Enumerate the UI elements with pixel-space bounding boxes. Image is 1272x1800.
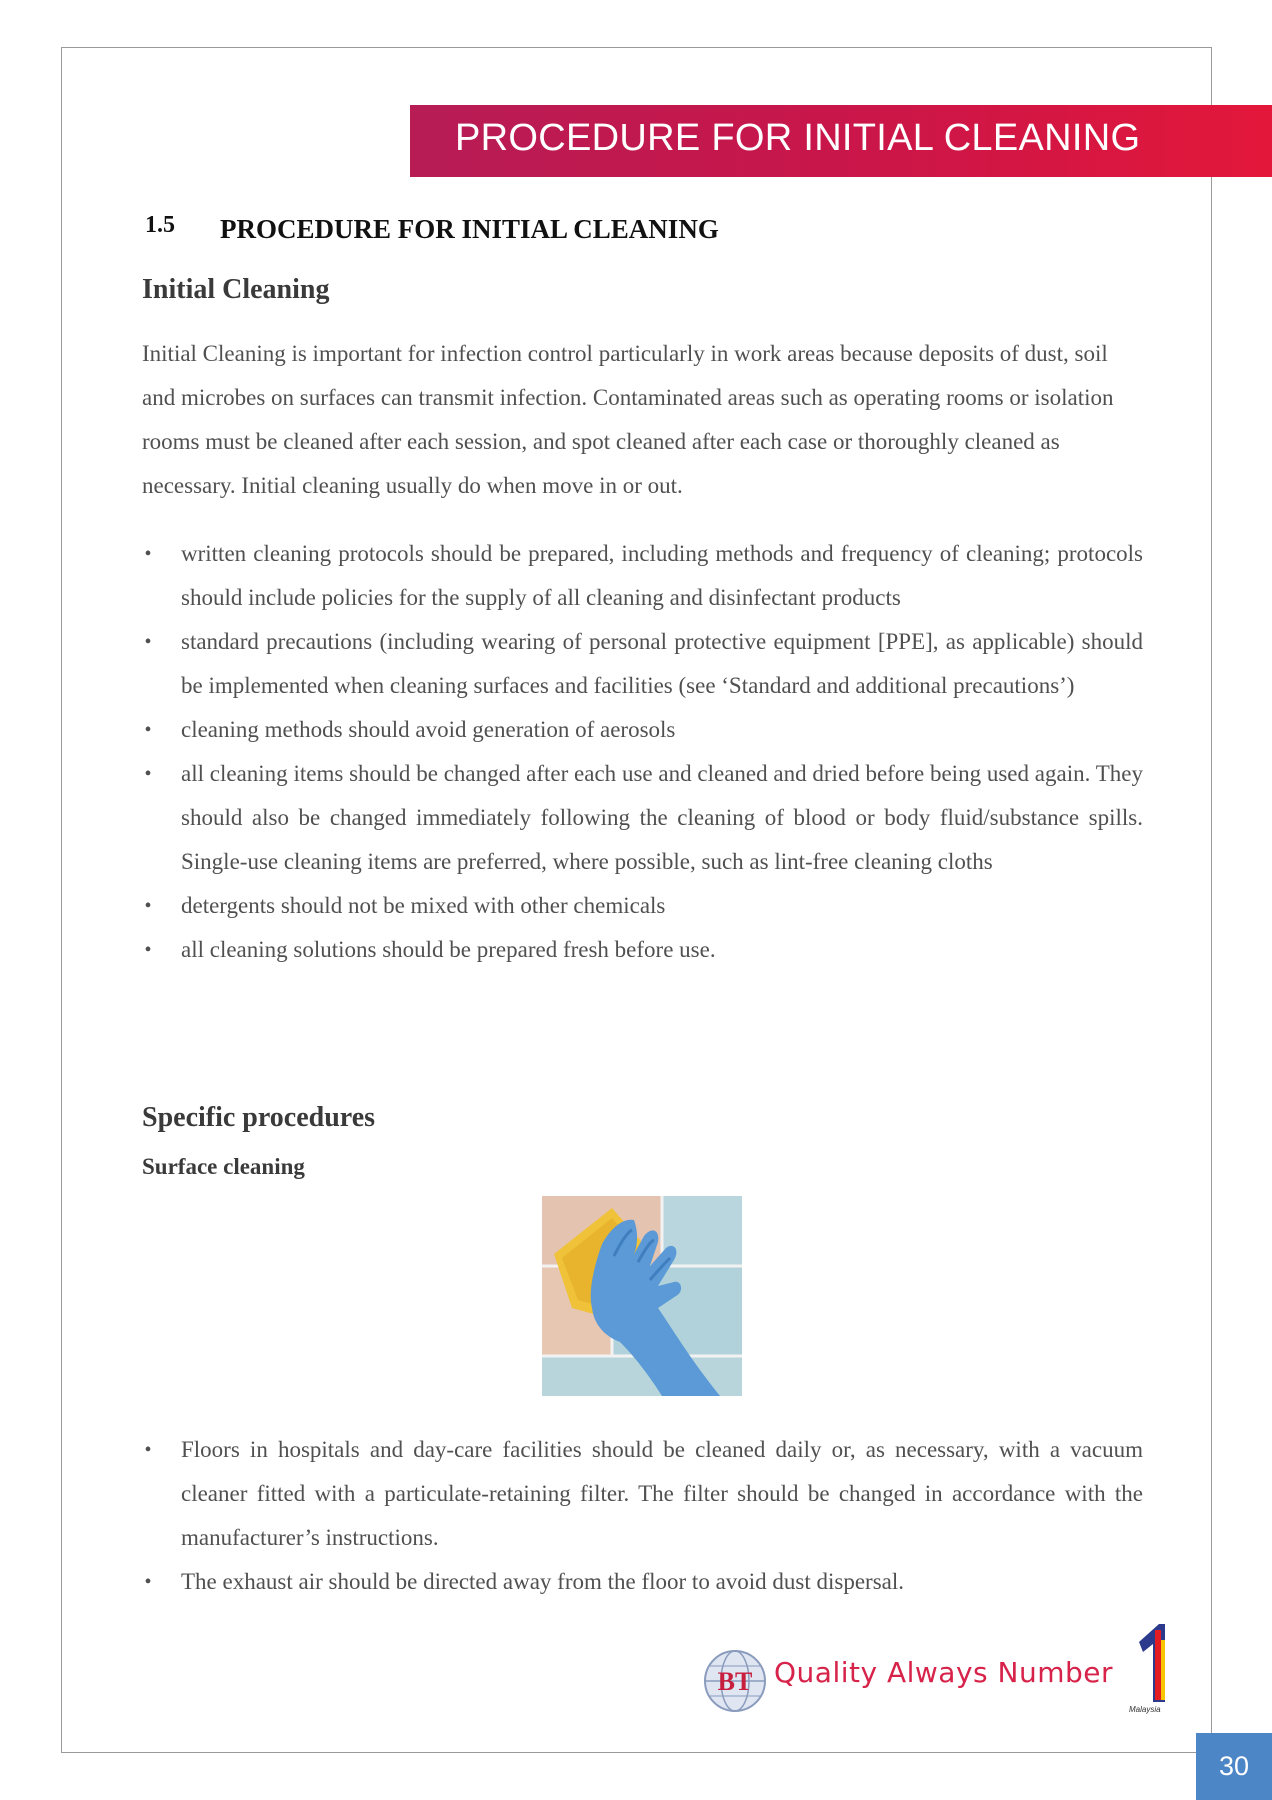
intro-paragraph: Initial Cleaning is important for infection control particularly in work areas because deposits of dust, soil and microbes on surfaces can transmit infection. Contaminated areas such as operating rooms or isolation rooms must be cleaned after each session, and spot cleaned after each case or thoroughly cleaned as necessary. Initial cleaning usually do when move in or out.	[142, 341, 1114, 498]
list-item	[142, 708, 1143, 752]
list-item	[142, 884, 1143, 928]
bullet-icon: •	[144, 543, 152, 565]
list-item-text: detergents should not be mixed with other chemicals	[181, 893, 666, 918]
bullet-icon: •	[144, 631, 152, 653]
list-item	[142, 752, 1143, 884]
surface-cleaning-list	[142, 1428, 1143, 1604]
list-item	[142, 620, 1143, 708]
logo-mark: BT	[717, 1667, 753, 1696]
list-item-text: written cleaning protocols should be prepared, including methods and frequency of cleaning; protocols should include policies for the supply of all cleaning and disinfectant products	[181, 541, 1143, 610]
initial-cleaning-list	[142, 532, 1143, 972]
list-item	[142, 928, 1143, 972]
section-title: PROCEDURE FOR INITIAL CLEANING	[220, 214, 719, 244]
list-item-text: The exhaust air should be directed away from the floor to avoid dust dispersal.	[181, 1569, 905, 1594]
bullet-icon: •	[144, 763, 152, 785]
list-item-text: standard precautions (including wearing of personal protective equipment [PPE], as applicable) should be implemented when cleaning surfaces and facilities (see ‘Standard and additional precautions’)	[181, 629, 1143, 698]
list-item-text: cleaning methods should avoid generation of aerosols	[181, 717, 676, 742]
list-item-text: all cleaning items should be changed after each use and cleaned and dried before being used again. They should also be changed immediately following the cleaning of blood or body fluid/substance spills. Single-use cleaning items are preferred, where possible, such as lint-free cleaning cloths	[181, 761, 1143, 874]
company-logo	[700, 1620, 1175, 1715]
section-number: 1.5	[145, 212, 175, 238]
initial-cleaning-heading: Initial Cleaning	[142, 274, 330, 305]
bullet-icon: •	[144, 1439, 152, 1461]
globe-icon	[700, 1646, 770, 1716]
bullet-icon: •	[144, 939, 152, 961]
list-item-text: Floors in hospitals and day-care facilities should be cleaned daily or, as necessary, with a vacuum cleaner fitted with a particulate-retaining filter. The filter should be changed in accordance with the manufacturer’s instructions.	[181, 1437, 1143, 1550]
list-item	[142, 1428, 1143, 1560]
gloved-hand-cleaning-image	[542, 1196, 742, 1396]
banner-title: PROCEDURE FOR INITIAL CLEANING	[455, 117, 1141, 159]
page-number-badge: 30	[1196, 1733, 1272, 1800]
bullet-icon: •	[144, 719, 152, 741]
number-one-icon	[1125, 1620, 1175, 1715]
bullet-icon: •	[144, 895, 152, 917]
list-item-text: all cleaning solutions should be prepared fresh before use.	[181, 937, 716, 962]
list-item	[142, 1560, 1143, 1604]
bullet-icon: •	[144, 1571, 152, 1593]
surface-cleaning-subheading: Surface cleaning	[142, 1154, 305, 1179]
logo-country: Malaysia	[1129, 1705, 1161, 1714]
title-banner	[410, 105, 1272, 177]
logo-tagline: Quality Always Number	[774, 1656, 1113, 1689]
list-item	[142, 532, 1143, 620]
specific-procedures-heading: Specific procedures	[142, 1102, 376, 1133]
